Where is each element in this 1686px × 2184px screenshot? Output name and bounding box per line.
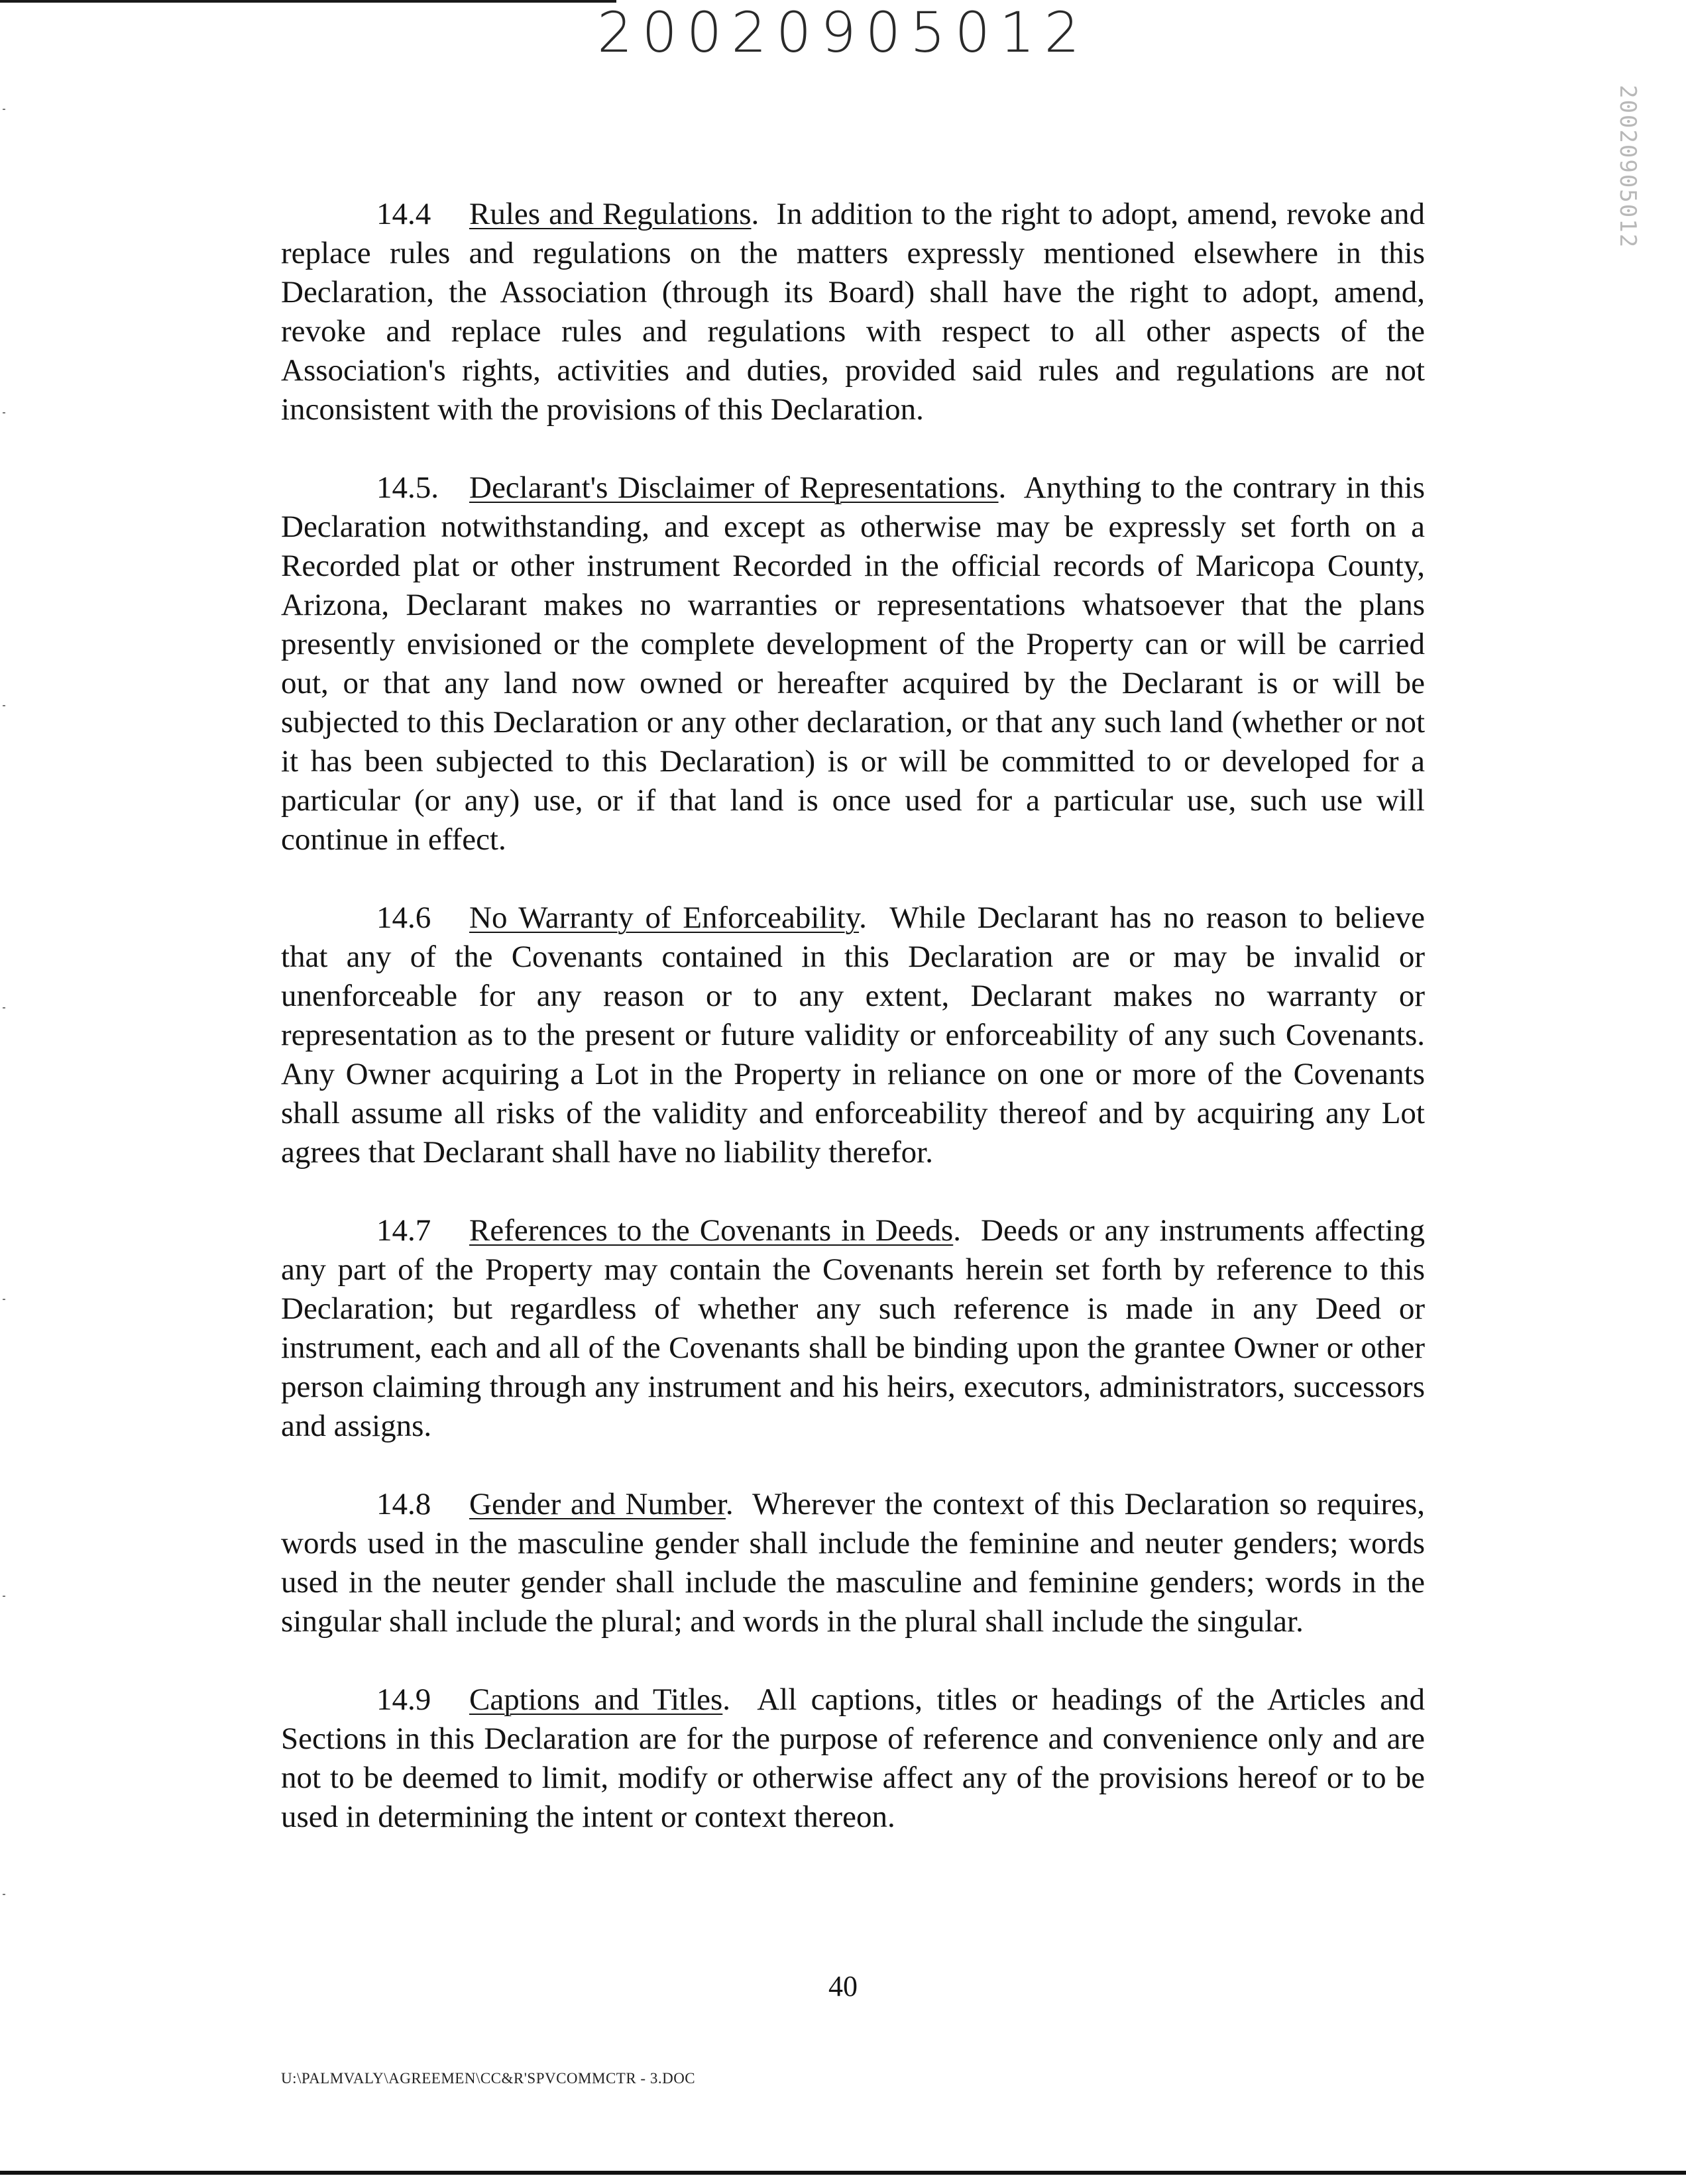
- section-body: While Declarant has no reason to believe that any of the Covenants contained in this Declaration are or may be invalid or unenforceable for any reason or to any extent, Declarant makes no warranty or representation as to the present or future validity or enforceability of any such Covenants. Any Owner acquiring a Lot in the Property in reliance on one or more of the Covenants shall assume all risks of the validity and enforceability thereof and by acquiring any Lot agrees that Declarant shall have no liability therefor.: [281, 901, 1426, 1170]
- section-body: Anything to the contrary in this Declaration notwithstanding, and except as otherwise may be expressly set forth on a Recorded plat or other instrument Recorded in the official records of Maricopa County, Arizona, Declarant makes no warranties or representations whatsoever that the plans presently envisioned or the complete development of the Property can or will be carried out, or that any land now owned or hereafter acquired by the Declarant is or will be subjected to this Declaration or any other declaration, or that any such land (whether or not it has been subjected to this Declaration) is or will be committed to or developed for a particular (or any) use, or if that land is once used for a particular use, such use will continue in effect.: [281, 470, 1425, 857]
- section-body: In addition to the right to adopt, amend, revoke and replace rules and regulations on the matters expressly mentioned elsewhere in this Declaration, the Association (through its Board) shall have the right to adopt, amend, revoke and replace rules and regulations with respect to all other aspects of the Association's rights, activities and duties, provided said rules and regulations are not inconsistent with the provisions of this Declaration.: [281, 197, 1425, 427]
- section-title: Captions and Titles: [469, 1682, 723, 1717]
- section-number: 14.9: [376, 1682, 431, 1717]
- section-number: 14.6: [376, 901, 431, 935]
- section-body: Wherever the context of this Declaration so requires, words used in the masculine gender shall include the feminine and neuter genders; words used in the neuter gender shall include the masculine and feminine genders; words in the singular shall include the plural; and words in the plural shall include the singular.: [281, 1487, 1425, 1639]
- section-title: Rules and Regulations: [469, 197, 752, 231]
- margin-tick: [3, 705, 5, 706]
- section-14-7: 14.7 References to the Covenants in Deeds. Deeds or any instruments affecting any part of the Property may contain the Covenants herein set forth by reference to this Declaration; but regardless of whether any such reference is made in any Deed or instrument, each and all of the Covenants shall be binding upon the grantee Owner or other person claiming through any instrument and his heirs, executors, administrators, successors and assigns.: [281, 1211, 1425, 1446]
- section-14-6: 14.6 No Warranty of Enforceability. While Declarant has no reason to believe that any of the Covenants contained in this Declaration are or may be invalid or unenforceable for any reason or to any extent, Declarant makes no warranty or representation as to the present or future validity or enforceability of any such Covenants. Any Owner acquiring a Lot in the Property in reliance on one or more of the Covenants shall assume all risks of the validity and enforceability thereof and by acquiring any Lot agrees that Declarant shall have no liability therefor.: [281, 899, 1425, 1172]
- section-number: 14.4: [376, 197, 431, 231]
- section-title: References to the Covenants in Deeds: [469, 1213, 954, 1248]
- section-number: 14.7: [376, 1213, 431, 1248]
- section-14-9: 14.9 Captions and Titles. All captions, titles or headings of the Articles and Sections in this Declaration are for the purpose of reference and convenience only and are not to be deemed to limit, modify or otherwise affect any of the provisions hereof or to be used in determining the intent or context thereon.: [281, 1680, 1425, 1837]
- section-title: Gender and Number: [469, 1487, 726, 1521]
- section-number: 14.5.: [376, 470, 439, 505]
- margin-tick: [3, 1299, 5, 1300]
- bottom-rule: [0, 2171, 1686, 2175]
- margin-tick: [3, 1007, 5, 1009]
- section-14-8: 14.8 Gender and Number. Wherever the context of this Declaration so requires, words used in the masculine gender shall include the feminine and neuter genders; words used in the neuter gender shall include the masculine and feminine genders; words in the singular shall include the plural; and words in the plural shall include the singular.: [281, 1485, 1425, 1641]
- side-stamp: 20020905012: [1614, 85, 1641, 249]
- margin-tick: [3, 412, 5, 413]
- section-14-5: 14.5. Declarant's Disclaimer of Representations. Anything to the contrary in this Declaration notwithstanding, and except as otherwise may be expressly set forth on a Recorded plat or other instrument Recorded in the official records of Maricopa County, Arizona, Declarant makes no warranties or representations whatsoever that the plans presently envisioned or the complete development of the Property can or will be carried out, or that any land now owned or hereafter acquired by the Declarant is or will be subjected to this Declaration or any other declaration, or that any such land (whether or not it has been subjected to this Declaration) is or will be committed to or developed for a particular (or any) use, or if that land is once used for a particular use, such use will continue in effect.: [281, 468, 1425, 859]
- section-body: All captions, titles or headings of the Articles and Sections in this Declaration are for the purpose of reference and convenience only and are not to be deemed to limit, modify or otherwise affect any of the provisions hereof or to be used in determining the intent or context thereon.: [281, 1682, 1425, 1834]
- page-number: 40: [828, 1970, 858, 2002]
- section-14-4: 14.4 Rules and Regulations. In addition to the right to adopt, amend, revoke and replace rules and regulations on the matters expressly mentioned elsewhere in this Declaration, the Association (through its Board) shall have the right to adopt, amend, revoke and replace rules and regulations with respect to all other aspects of the Association's rights, activities and duties, provided said rules and regulations are not inconsistent with the provisions of this Declaration.: [281, 195, 1425, 429]
- margin-tick: [3, 109, 5, 110]
- margin-tick: [3, 1894, 5, 1895]
- footer-file-path: U:\PALMVALY\AGREEMEN\CC&R'SPVCOMMCTR - 3.DOC: [281, 2070, 696, 2087]
- section-number: 14.8: [376, 1487, 431, 1521]
- section-title: Declarant's Disclaimer of Representations: [469, 470, 999, 505]
- section-body: Deeds or any instruments affecting any part of the Property may contain the Covenants herein set forth by reference to this Declaration; but regardless of whether any such reference is made in any Deed or instrument, each and all of the Covenants shall be binding upon the grantee Owner or other person claiming through any instrument and his heirs, executors, administrators, successors and assigns.: [281, 1213, 1425, 1443]
- document-body: [281, 195, 1425, 1876]
- section-title: No Warranty of Enforceability: [469, 901, 860, 935]
- recording-number: 20020905012: [597, 0, 1089, 65]
- margin-tick: [3, 1596, 5, 1597]
